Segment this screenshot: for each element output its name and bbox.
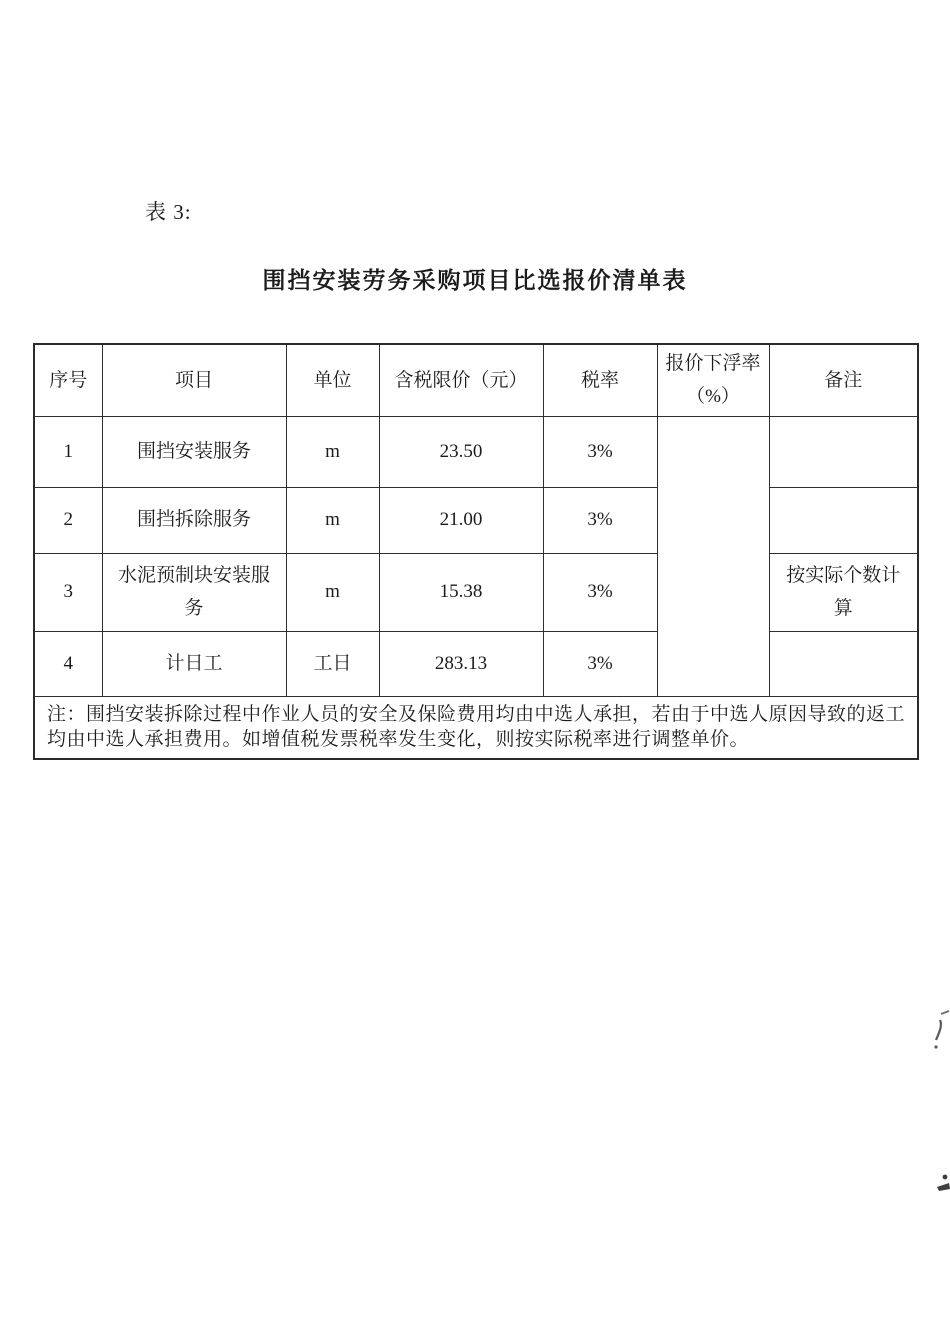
header-price: 含税限价（元） [379,344,543,416]
cell-seq: 4 [34,631,102,696]
scan-artifact-icon [929,1005,950,1055]
cell-tax: 3% [543,553,657,631]
cell-unit: 工日 [286,631,379,696]
cell-price: 15.38 [379,553,543,631]
discount-rate-merged-cell [657,416,769,696]
cell-unit: m [286,416,379,487]
header-tax: 税率 [543,344,657,416]
cell-remark [769,487,918,553]
cell-item: 围挡拆除服务 [102,487,286,553]
cell-tax: 3% [543,416,657,487]
cell-tax: 3% [543,631,657,696]
table-row [34,416,918,487]
table-number-label: 表 3: [145,200,192,224]
cell-unit: m [286,553,379,631]
cell-remark [769,631,918,696]
header-unit: 单位 [286,344,379,416]
cell-seq: 3 [34,553,102,631]
cell-seq: 1 [34,416,102,487]
cell-price: 23.50 [379,416,543,487]
table-row [34,487,918,553]
table-header-row [34,344,918,416]
cell-seq: 2 [34,487,102,553]
header-item: 项目 [102,344,286,416]
page-title: 围挡安装劳务采购项目比选报价清单表 [262,268,688,293]
cell-item: 水泥预制块安装服务 [102,553,286,631]
table-note: 注：围挡安装拆除过程中作业人员的安全及保险费用均由中选人承担，若由于中选人原因导致的返工均由中选人承担费用。如增值税发票税率发生变化，则按实际税率进行调整单价。 [34,696,918,759]
cell-price: 283.13 [379,631,543,696]
cell-unit: m [286,487,379,553]
table-row [34,631,918,696]
cell-remark [769,416,918,487]
quotation-table [33,343,919,760]
header-discount: 报价下浮率（%） [657,344,769,416]
table-note-row [34,696,918,759]
table-row [34,553,918,631]
cell-tax: 3% [543,487,657,553]
scan-artifact-icon [935,1172,950,1200]
cell-price: 21.00 [379,487,543,553]
cell-remark: 按实际个数计算 [769,553,918,631]
header-seq: 序号 [34,344,102,416]
cell-item: 计日工 [102,631,286,696]
cell-item: 围挡安装服务 [102,416,286,487]
header-remark: 备注 [769,344,918,416]
